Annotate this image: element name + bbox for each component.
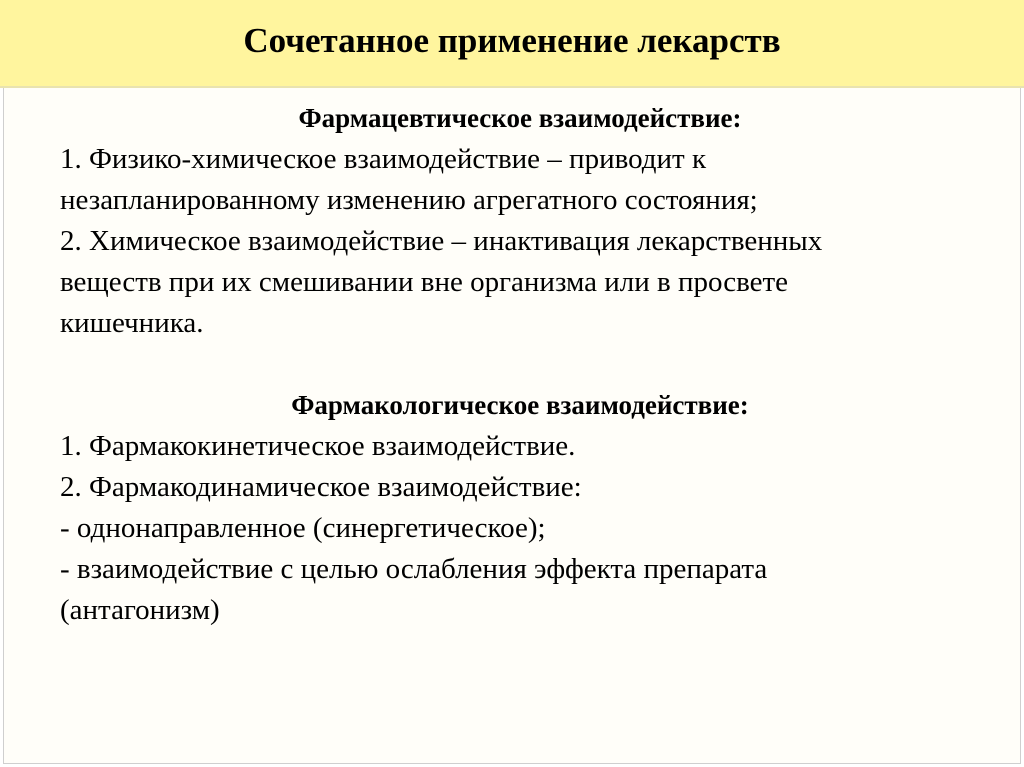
body-line: кишечника. xyxy=(60,307,204,339)
slide-title: Сочетанное применение лекарств xyxy=(243,21,781,60)
body-line: 2. Химическое взаимодействие – инактивация лекарственных xyxy=(60,225,823,257)
body-line: 1. Физико-химическое взаимодействие – приводит к xyxy=(60,143,707,175)
body-line: 2. Фармакодинамическое взаимодействие: xyxy=(60,471,582,503)
title-bar xyxy=(0,0,1024,88)
section-heading-pharmacological: Фармакологическое взаимодействие: xyxy=(291,390,749,420)
body-line: 1. Фармакокинетическое взаимодействие. xyxy=(60,430,576,462)
slide-body xyxy=(60,98,980,631)
body-line: веществ при их смешивании вне организма или в просвете xyxy=(60,266,789,298)
section-heading-pharmaceutical: Фармацевтическое взаимодействие: xyxy=(298,103,742,133)
section-spacer xyxy=(60,344,980,385)
body-line: - однонаправленное (синергетическое); xyxy=(60,512,546,544)
body-line: - взаимодействие с целью ослабления эффекта препарата xyxy=(60,553,768,585)
body-line: незапланированному изменению агрегатного состояния; xyxy=(60,184,758,216)
body-line: (антагонизм) xyxy=(60,594,220,626)
